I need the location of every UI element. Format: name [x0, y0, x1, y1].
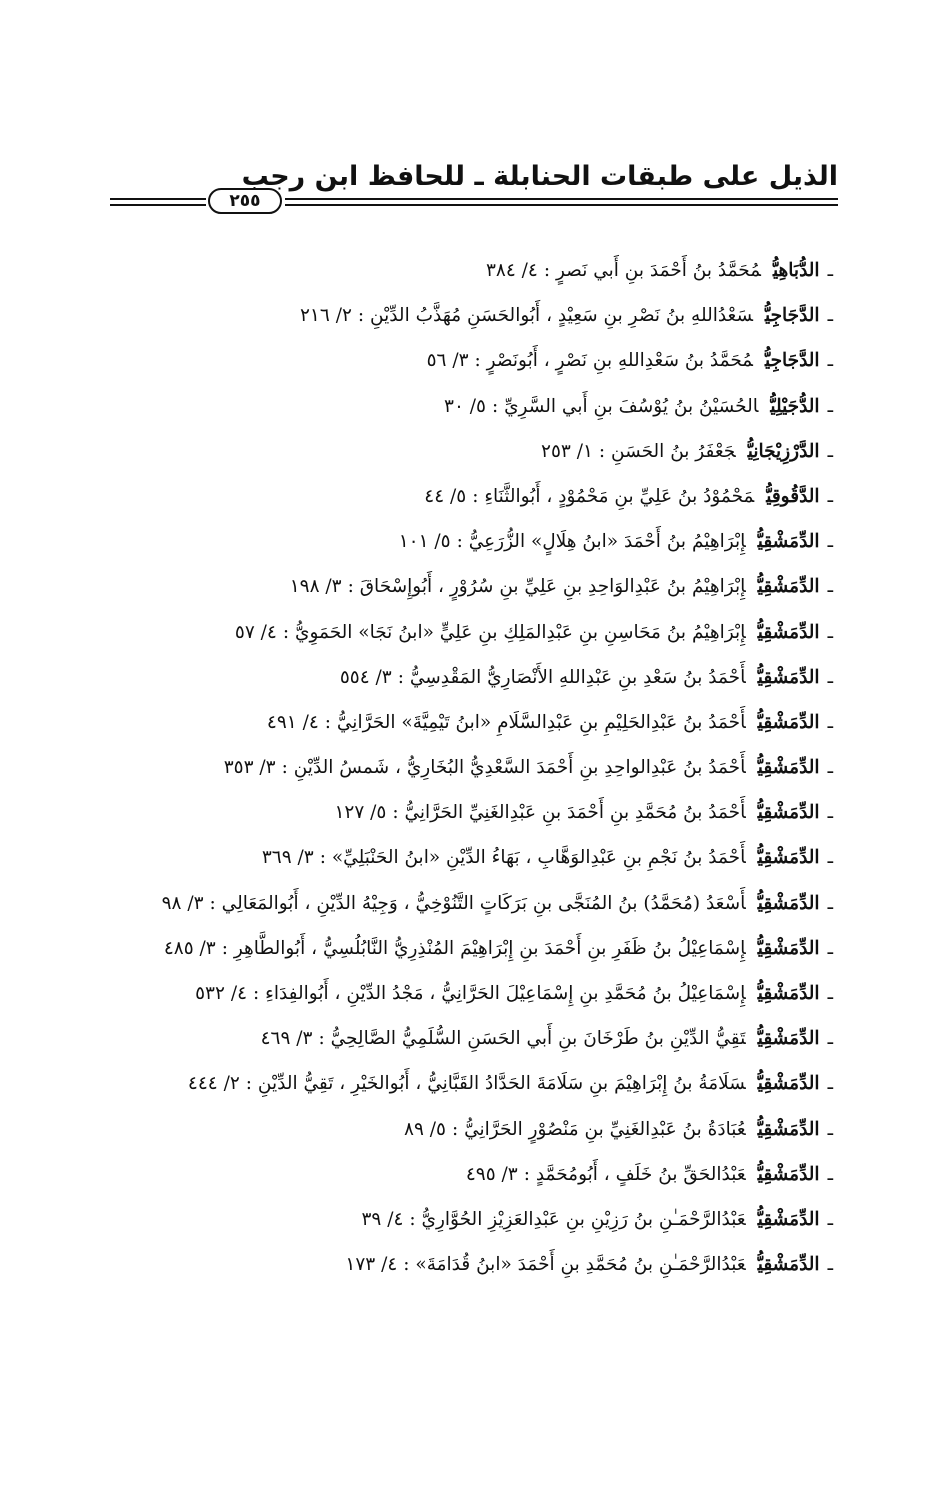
- header-rule: [110, 204, 206, 206]
- entry-reference: ٣/ ٣٦٩: [261, 847, 314, 869]
- entry-reference: ٥/ ١٢٧: [334, 802, 387, 824]
- entry-reference: ١/ ٢٥٣: [541, 440, 593, 462]
- entry-reference: ٥/ ١٠١: [398, 531, 451, 553]
- entry-name: مَحْمُوْدُ بنُ عَلِيِّ بنِ مَحْمُوْدٍ ، أَبُوالثَّنَاءِ :: [472, 485, 755, 507]
- entry-reference: ٣/ ٥٥٤: [339, 666, 392, 688]
- entry-name: عُبَادَةُ بنُ عَبْدِالغَنِيِّ بنِ مَنْصُوْرٍ الحَرَّانِيُّ :: [451, 1118, 746, 1140]
- list-item: ـالدَّقُوقِيُّمَحْمُوْدُ بنُ عَلِيِّ بنِ مَحْمُوْدٍ ، أَبُوالثَّنَاءِ :٥/ ٤٤: [424, 485, 833, 507]
- entry-nisba: الدُّجَيْلِيُّ: [770, 395, 820, 417]
- entry-name: مُحَمَّدُ بنُ سَعْدِاللهِ بنِ نَصْرٍ ، أَبُونَصْرٍ :: [474, 350, 753, 372]
- entry-reference: ٤/ ٣٨٤: [485, 260, 538, 281]
- entry-reference: ٣/ ١٩٨: [289, 576, 342, 598]
- entry-nisba: الدِّمَشْقِيُّ: [757, 937, 820, 959]
- entry-nisba: الدِّمَشْقِيُّ: [757, 621, 820, 643]
- list-item: ـالدِّمَشْقِيُّأَحْمَدُ بنُ مُحَمَّدِ بنِ أَحْمَدَ بنِ عَبْدِالغَنِيِّ الحَرَّانِيُّ :٥/ ١٢٧: [334, 802, 833, 824]
- list-item: ـالدِّمَشْقِيُّأَحْمَدُ بنُ عَبْدِالحَلِيْمِ بنِ عَبْدِالسَّلَامِ «ابنُ تَيْمِيَّةَ» الحَرَّانِيُّ :٤/ ٤٩١: [266, 711, 833, 733]
- entry-reference: ٥/ ٤٤: [424, 485, 467, 507]
- entry-nisba: الدِّمَشْقِيُّ: [757, 847, 820, 869]
- entry-name: أَحْمَدُ بنُ سَعْدِ بنِ عَبْدِاللهِ الأَنْصَارِيُّ المَقْدِسِيُّ :: [397, 666, 746, 688]
- page-number: ٢٥٥: [208, 188, 282, 214]
- entry-reference: ٥/ ٣٠: [444, 395, 486, 417]
- list-item: ـالدِّمَشْقِيُّعَبْدُالرَّحْمَـٰنِ بنُ مُحَمَّدِ بنِ أَحْمَدَ «ابنُ قُدَامَةَ» :٤/ ١٧٣: [345, 1254, 833, 1276]
- list-item: ـالدِّمَشْقِيُّإِسْمَاعِيْلُ بنُ مُحَمَّدِ بنِ إِسْمَاعِيْلَ الحَرَّانِيُّ ، مَجْدُ الدِّيْنِ ، أَبُوالفِدَاءِ :٤/ ٥٣٢: [195, 983, 833, 1004]
- entry-reference: ٣/ ٤٨٥: [163, 937, 216, 959]
- entry-reference: ٢/ ٤٤٤: [187, 1073, 240, 1095]
- entry-nisba: الدِّمَشْقِيُّ: [757, 531, 820, 553]
- entry-nisba: الدِّمَشْقِيُّ: [757, 802, 820, 824]
- entry-reference: ٣/ ٤٦٩: [260, 1028, 313, 1050]
- entry-name: جَعْفَرُ بنُ الحَسَنِ :: [598, 440, 736, 462]
- list-item: ـالدِّمَشْقِيُّعَبْدُالرَّحْمَـٰنِ بنُ رَزِيْنِ بنِ عَبْدِالعَزِيْزِ الحُوَّارِيُّ :٤/ ٣٩: [361, 1208, 833, 1230]
- entry-nisba: الدَّقُوقِيُّ: [766, 485, 820, 507]
- entry-reference: ٣/ ٩٨: [161, 892, 204, 914]
- entry-name: عَبْدُالرَّحْمَـٰنِ بنُ مُحَمَّدِ بنِ أَحْمَدَ «ابنُ قُدَامَةَ» :: [403, 1254, 746, 1276]
- list-item: ـالدِّمَشْقِيُّأَحْمَدُ بنُ عَبْدِالواحِدِ بنِ أَحْمَدَ السَّعْدِيُّ البُخَارِيُّ ، شَمسُ الدِّيْنِ :٣/ ٣٥٣: [223, 757, 833, 779]
- entry-name: أَحْمَدُ بنُ مُحَمَّدِ بنِ أَحْمَدَ بنِ عَبْدِالغَنِيِّ الحَرَّانِيُّ :: [392, 802, 746, 824]
- entry-reference: ٤/ ٥٧: [234, 621, 277, 643]
- entry-reference: ٥/ ٨٩: [404, 1118, 446, 1140]
- entry-name: تَقِيُّ الدِّيْنِ بنُ طَرْخَانَ بنِ أَبي الحَسَنِ السُّلَمِيُّ الصَّالِحِيُّ :: [318, 1028, 746, 1050]
- list-item: ـالدِّمَشْقِيُّسَلَامَةُ بنُ إِبْرَاهِيْمَ بنِ سَلَامَةَ الحَدَّادُ القَبَّانِيُّ ، أَبُوالخَيْرِ ، تَقِيُّ الدِّيْنِ :٢/ ٤٤٤: [187, 1073, 833, 1095]
- entry-nisba: الدِّمَشْقِيُّ: [757, 892, 820, 914]
- entry-reference: ٣/ ٤٩٥: [465, 1163, 518, 1185]
- entry-reference: ٤/ ٥٣٢: [195, 983, 247, 1004]
- list-item: ـالدِّمَشْقِيُّأَحْمَدُ بنُ سَعْدِ بنِ عَبْدِاللهِ الأَنْصَارِيُّ المَقْدِسِيُّ :٣/ ٥٥٤: [339, 666, 833, 688]
- running-title: الذيل على طبقات الحنابلة ـ للحافظ ابن رجب: [241, 161, 838, 192]
- page-header: [110, 160, 838, 220]
- entry-name: عَبْدُالرَّحْمَـٰنِ بنُ رَزِيْنِ بنِ عَبْدِالعَزِيْزِ الحُوَّارِيُّ :: [409, 1208, 746, 1230]
- entry-name: إِبْرَاهِيْمُ بنُ عَبْدِالوَاحِدِ بنِ عَلِيِّ بنِ سُرُوْرٍ ، أَبُوإِسْحَاقَ :: [347, 576, 746, 598]
- index-list: [103, 248, 833, 1287]
- list-item: ـالدِّمَشْقِيُّإِبْرَاهِيْمُ بنُ عَبْدِالوَاحِدِ بنِ عَلِيِّ بنِ سُرُوْرٍ ، أَبُوإِسْحَاقَ :٣/ ١٩٨: [289, 576, 833, 598]
- list-item: ـالدَّجَاجِيُّسَعْدُاللهِ بنُ نَصْرِ بنِ سَعِيْدٍ ، أَبُوالحَسَنِ مُهَذَّبُ الدِّيْنِ :٢/ ٢١٦: [300, 305, 833, 327]
- entry-name: إِسْمَاعِيْلُ بنُ ظَفَرِ بنِ أَحْمَدَ بنِ إِبْرَاهِيْمَ المُنْذِرِيُّ النَّابُلُسِيُّ ، أَبُوالطَّاهِرِ :: [221, 937, 746, 959]
- entry-name: أَحْمَدُ بنُ عَبْدِالواحِدِ بنِ أَحْمَدَ السَّعْدِيُّ البُخَارِيُّ ، شَمسُ الدِّيْنِ :: [281, 757, 746, 779]
- header-rule: [285, 204, 838, 206]
- entry-reference: ٤/ ١٧٣: [345, 1254, 398, 1276]
- entry-nisba: الدِّمَشْقِيُّ: [757, 576, 820, 598]
- list-item: ـالدُّبَاهِيُّمُحَمَّدُ بنُ أَحْمَدَ بنِ أَبي نَصرٍ :٤/ ٣٨٤: [485, 260, 833, 281]
- list-item: ـالدِّمَشْقِيُّأَحْمَدُ بنُ نَجْمِ بنِ عَبْدِالوَهَّابِ ، بَهَاءُ الدِّيْنِ «ابنُ الحَنْبَلِيِّ» :٣/ ٣٦٩: [261, 847, 833, 869]
- list-item: ـالدِّمَشْقِيُّإِبْرَاهِيْمُ بنُ أَحْمَدَ «ابنُ هِلَالٍ» الزُّرَعِيُّ :٥/ ١٠١: [398, 531, 833, 553]
- entry-reference: ٤/ ٣٩: [361, 1208, 404, 1230]
- entry-name: أَسْعَدُ (مُحَمَّدُ) بنُ المُنَجَّى بنِ بَرَكَاتٍ التَّنُوْخِيُّ ، وَجِيْهُ الدِّيْنِ ، أَبُوالمَعَالِي :: [209, 892, 746, 914]
- entry-nisba: الدِّمَشْقِيُّ: [757, 1208, 820, 1230]
- list-item: ـالدَّرْزِيْجَانِيُّجَعْفَرُ بنُ الحَسَنِ :١/ ٢٥٣: [541, 440, 833, 462]
- entry-name: إِبْرَاهِيْمُ بنُ أَحْمَدَ «ابنُ هِلَالٍ» الزُّرَعِيُّ :: [456, 531, 746, 553]
- entry-reference: ٣/ ٥٦: [426, 350, 469, 372]
- entry-name: أَحْمَدُ بنُ نَجْمِ بنِ عَبْدِالوَهَّابِ ، بَهَاءُ الدِّيْنِ «ابنُ الحَنْبَلِيِّ» :: [319, 847, 746, 869]
- entry-nisba: الدِّمَشْقِيُّ: [757, 1118, 820, 1140]
- entry-reference: ٤/ ٤٩١: [266, 711, 319, 733]
- entry-name: أَحْمَدُ بنُ عَبْدِالحَلِيْمِ بنِ عَبْدِالسَّلَامِ «ابنُ تَيْمِيَّةَ» الحَرَّانِيُّ :: [324, 711, 746, 733]
- list-item: ـالدِّمَشْقِيُّعُبَادَةُ بنُ عَبْدِالغَنِيِّ بنِ مَنْصُوْرٍ الحَرَّانِيُّ :٥/ ٨٩: [404, 1118, 833, 1140]
- entry-nisba: الدَّجَاجِيُّ: [764, 305, 820, 327]
- entry-name: سَعْدُاللهِ بنُ نَصْرِ بنِ سَعِيْدٍ ، أَبُوالحَسَنِ مُهَذَّبُ الدِّيْنِ :: [357, 305, 753, 327]
- entry-name: عَبْدُالحَقِّ بنُ خَلَفٍ ، أَبُومُحَمَّدٍ :: [523, 1163, 746, 1185]
- entry-reference: ٢/ ٢١٦: [300, 305, 352, 327]
- entry-name: إِبْرَاهِيْمُ بنُ مَحَاسِنِ بنِ عَبْدِالمَلِكِ بنِ عَلِيٍّ «ابنُ نَجَا» الحَمَوِيُّ :: [282, 621, 746, 643]
- entry-nisba: الدُّبَاهِيُّ: [772, 260, 820, 281]
- entry-nisba: الدَّجَاجِيُّ: [764, 350, 820, 372]
- entry-nisba: الدِّمَشْقِيُّ: [757, 1073, 820, 1095]
- entry-nisba: الدِّمَشْقِيُّ: [757, 711, 820, 733]
- entry-nisba: الدِّمَشْقِيُّ: [757, 983, 820, 1004]
- list-item: ـالدِّمَشْقِيُّإِسْمَاعِيْلُ بنُ ظَفَرِ بنِ أَحْمَدَ بنِ إِبْرَاهِيْمَ المُنْذِرِيُّ النَّابُلُسِيُّ ، أَبُوالطَّاهِرِ :٣/ ٤٨٥: [163, 937, 833, 959]
- entry-name: إِسْمَاعِيْلُ بنُ مُحَمَّدِ بنِ إِسْمَاعِيْلَ الحَرَّانِيُّ ، مَجْدُ الدِّيْنِ ، أَبُوالفِدَاءِ :: [253, 983, 746, 1004]
- entry-nisba: الدِّمَشْقِيُّ: [757, 757, 820, 779]
- list-item: ـالدُّجَيْلِيُّالحُسَيْنُ بنُ يُوْسُفَ بنِ أَبي السَّرِيِّ :٥/ ٣٠: [444, 395, 833, 417]
- list-item: ـالدِّمَشْقِيُّأَسْعَدُ (مُحَمَّدُ) بنُ المُنَجَّى بنِ بَرَكَاتٍ التَّنُوْخِيُّ ، وَجِيْهُ الدِّيْنِ ، أَبُوالمَعَالِي :٣/ ٩٨: [161, 892, 833, 914]
- list-item: ـالدِّمَشْقِيُّعَبْدُالحَقِّ بنُ خَلَفٍ ، أَبُومُحَمَّدٍ :٣/ ٤٩٥: [465, 1163, 833, 1185]
- entry-nisba: الدَّرْزِيْجَانِيُّ: [747, 440, 820, 462]
- entry-nisba: الدِّمَشْقِيُّ: [757, 1028, 820, 1050]
- list-item: ـالدِّمَشْقِيُّإِبْرَاهِيْمُ بنُ مَحَاسِنِ بنِ عَبْدِالمَلِكِ بنِ عَلِيٍّ «ابنُ نَجَا» الحَمَوِيُّ :٤/ ٥٧: [234, 621, 833, 643]
- entry-name: مُحَمَّدُ بنُ أَحْمَدَ بنِ أَبي نَصرٍ :: [543, 260, 761, 281]
- entry-nisba: الدِّمَشْقِيُّ: [757, 1254, 820, 1276]
- header-rule: [285, 198, 838, 200]
- header-rule: [110, 198, 206, 200]
- entry-name: سَلَامَةُ بنُ إِبْرَاهِيْمَ بنِ سَلَامَةَ الحَدَّادُ القَبَّانِيُّ ، أَبُوالخَيْرِ ، تَقِيُّ الدِّيْنِ :: [245, 1073, 746, 1095]
- entry-reference: ٣/ ٣٥٣: [223, 757, 276, 779]
- list-item: ـالدَّجَاجِيُّمُحَمَّدُ بنُ سَعْدِاللهِ بنِ نَصْرٍ ، أَبُونَصْرٍ :٣/ ٥٦: [426, 350, 833, 372]
- entry-name: الحُسَيْنُ بنُ يُوْسُفَ بنِ أَبي السَّرِيِّ :: [491, 395, 759, 417]
- entry-nisba: الدِّمَشْقِيُّ: [757, 1163, 820, 1185]
- entry-nisba: الدِّمَشْقِيُّ: [757, 666, 820, 688]
- list-item: ـالدِّمَشْقِيُّتَقِيُّ الدِّيْنِ بنُ طَرْخَانَ بنِ أَبي الحَسَنِ السُّلَمِيُّ الصَّالِحِيُّ :٣/ ٤٦٩: [260, 1028, 833, 1050]
